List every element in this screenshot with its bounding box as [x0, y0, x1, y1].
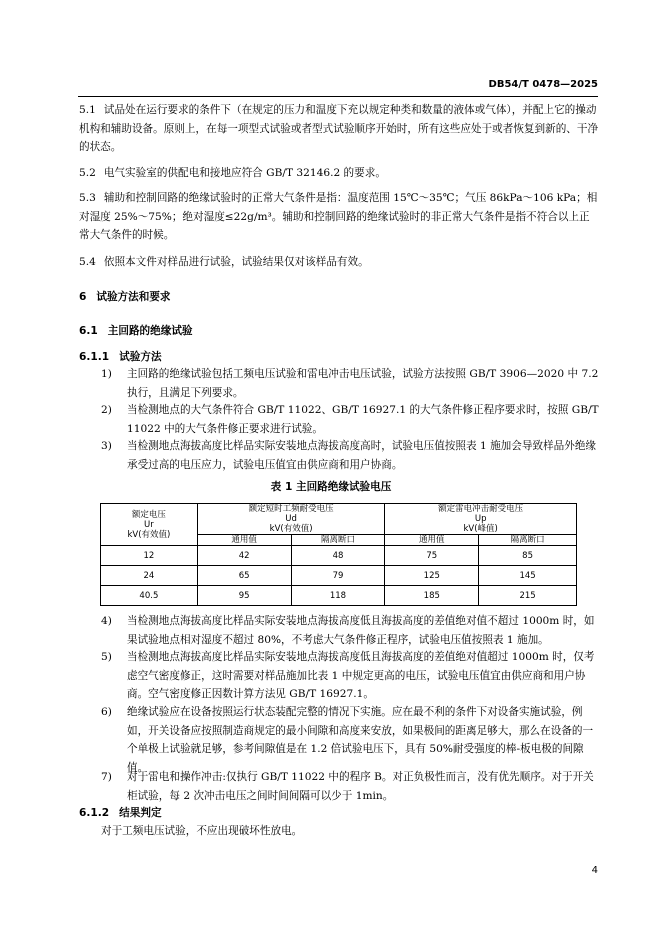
clause-text: 电气实验室的供配电和接地应符合 GB/T 32146.2 的要求。: [103, 167, 386, 179]
page-number: 4: [591, 865, 598, 876]
item-number: 5): [101, 651, 112, 663]
subheader-isolating: 隔离断口: [291, 535, 385, 546]
item-number: 7): [101, 771, 112, 783]
item-number: 2): [101, 404, 112, 416]
item-text: 当检测地点海拔高度比样品实际安装地点海拔高度低且海拔高度的差值绝对值超过 1000m 时，仅考虑空气密度修正，这时需要对样品施加比表 1 中规定更高的电压，试验电压值宜由供应商和用户协商。空气密度修正因数计算方法见 GB/T 16927.1。: [127, 651, 595, 701]
table-cell: 125: [385, 566, 479, 586]
header-line: Ud: [285, 514, 297, 524]
table-cell: 215: [479, 586, 577, 606]
document-id: DB54/T 0478—2025: [488, 79, 598, 90]
item-number: 4): [101, 615, 112, 627]
item-number: 6): [101, 706, 112, 718]
table-cell: 65: [197, 566, 291, 586]
list-item: [101, 612, 599, 649]
table-row: [101, 566, 577, 586]
clause-5-1: [79, 101, 599, 157]
header-lightning-impulse: [385, 504, 577, 535]
result-text: 对于工频电压试验，不应出现破坏性放电。: [101, 825, 303, 837]
clause-number: 5.3: [79, 192, 96, 204]
clause-text: 辅助和控制回路的绝缘试验时的正常大气条件是指：温度范围 15℃～35℃；气压 86kPa～106 kPa；相对湿度 25%～75%；绝对湿度≤22g/m³。辅助和控制回路的绝缘试验时的非正常大气条件是指不符合以上正常大气条件的时候。: [79, 192, 598, 242]
header-line: Ur: [144, 519, 154, 530]
section-number: 6.1.2: [79, 807, 110, 819]
section-number: 6.1: [79, 325, 98, 337]
clause-number: 5.2: [79, 167, 96, 179]
table-row: [101, 546, 577, 566]
item-text: 当检测地点海拔高度比样品实际安装地点海拔高度高时，试验电压值按照表 1 施加会导致样品外绝缘承受过高的电压应力，试验电压值宜由供应商和用户协商。: [127, 440, 597, 471]
header-line: Up: [474, 514, 487, 524]
clause-5-3: [79, 189, 599, 245]
section-number: 6: [79, 291, 87, 303]
header-line: 额定电压: [131, 509, 166, 520]
clause-number: 5.1: [79, 104, 96, 116]
header-line: kV(峰值): [463, 524, 498, 534]
table-cell: 48: [291, 546, 385, 566]
table-caption: 表 1 主回路绝缘试验电压: [270, 481, 392, 493]
list-item: [101, 648, 599, 704]
table-cell: 42: [197, 546, 291, 566]
table-cell: 95: [197, 586, 291, 606]
table-cell: 12: [101, 546, 198, 566]
item-text: 当检测地点的大气条件符合 GB/T 11022、GB/T 16927.1 的大气条件修正程序要求时，按照 GB/T 11022 中的大气条件修正要求进行试验。: [127, 404, 599, 435]
clause-number: 5.4: [79, 256, 96, 268]
list-item: [101, 703, 599, 777]
section-title: 结果判定: [119, 807, 162, 819]
header-rated-voltage: [101, 504, 198, 546]
item-number: 1): [101, 368, 112, 380]
header-power-freq: [197, 504, 385, 535]
section-title: 试验方法: [119, 351, 162, 363]
list-item: [101, 768, 599, 805]
item-number: 3): [101, 440, 112, 452]
subheader-isolating: 隔离断口: [479, 535, 577, 546]
list-item: [101, 365, 599, 402]
table-cell: 40.5: [101, 586, 198, 606]
section-title: 主回路的绝缘试验: [107, 325, 193, 337]
table-row: [101, 586, 577, 606]
header-line: 额定雷电冲击耐受电压: [438, 504, 524, 514]
header-rule: [78, 96, 598, 97]
item-text: 对于雷电和操作冲击:仅执行 GB/T 11022 中的程序 B。对正负极性而言，没有优先顺序。对于开关柜试验，每 2 次冲击电压之间时间间隔可以少于 1min。: [127, 771, 594, 802]
item-text: 当检测地点海拔高度比样品实际安装地点海拔高度低且海拔高度的差值绝对值不超过 1000m 时，如果试验地点相对湿度不超过 80%，不考虑大气条件修正程序，试验电压值按照表 1 施加。: [127, 615, 595, 646]
list-item: [101, 437, 599, 474]
header-line: kV(有效值): [127, 529, 171, 540]
table-cell: 75: [385, 546, 479, 566]
section-6-1-2-heading: [79, 804, 162, 822]
clause-text: 依照本文件对样品进行试验，试验结果仅对该样品有效。: [103, 256, 369, 268]
section-6-1-1-heading: [79, 348, 162, 366]
table-cell: 118: [291, 586, 385, 606]
table-cell: 145: [479, 566, 577, 586]
header-line: 额定短时工频耐受电压: [248, 504, 334, 514]
table-cell: 24: [101, 566, 198, 586]
header-line: kV(有效值): [269, 524, 313, 534]
clause-5-2: [79, 164, 599, 183]
voltage-table: [100, 503, 577, 606]
clause-5-4: [79, 253, 599, 272]
subheader-common: 通用值: [197, 535, 291, 546]
item-text: 主回路的绝缘试验包括工频电压试验和雷电冲击电压试验，试验方法按照 GB/T 3906—2020 中 7.2 执行，且满足下列要求。: [127, 368, 599, 399]
list-item: [101, 401, 599, 438]
section-6-1-heading: [79, 322, 193, 340]
section-title: 试验方法和要求: [96, 291, 171, 303]
table-cell: 185: [385, 586, 479, 606]
clause-text: 试品处在运行要求的条件下（在规定的压力和温度下充以规定种类和数量的液体或气体），并配上它的操动机构和辅助设备。原则上，在每一项型式试验或者型式试验顺序开始时，所有这些应处于或者恢复到新的、干净的状态。: [79, 104, 599, 154]
table-cell: 85: [479, 546, 577, 566]
subheader-common: 通用值: [385, 535, 479, 546]
section-number: 6.1.1: [79, 351, 110, 363]
item-text: 绝缘试验应在设备按照运行状态装配完整的情况下实施。应在最不利的条件下对设备实施试验，例如，开关设备应按照制造商规定的最小间隙和高度来安放，如果极间的距离足够大，那么在设备的一个单极上试验就足够，参考间隙值是在 1.2 倍试验电压下，具有 50%耐受强度的棒-板电极的间隙值。: [127, 706, 594, 774]
table-cell: 79: [291, 566, 385, 586]
section-6-heading: [79, 288, 171, 306]
